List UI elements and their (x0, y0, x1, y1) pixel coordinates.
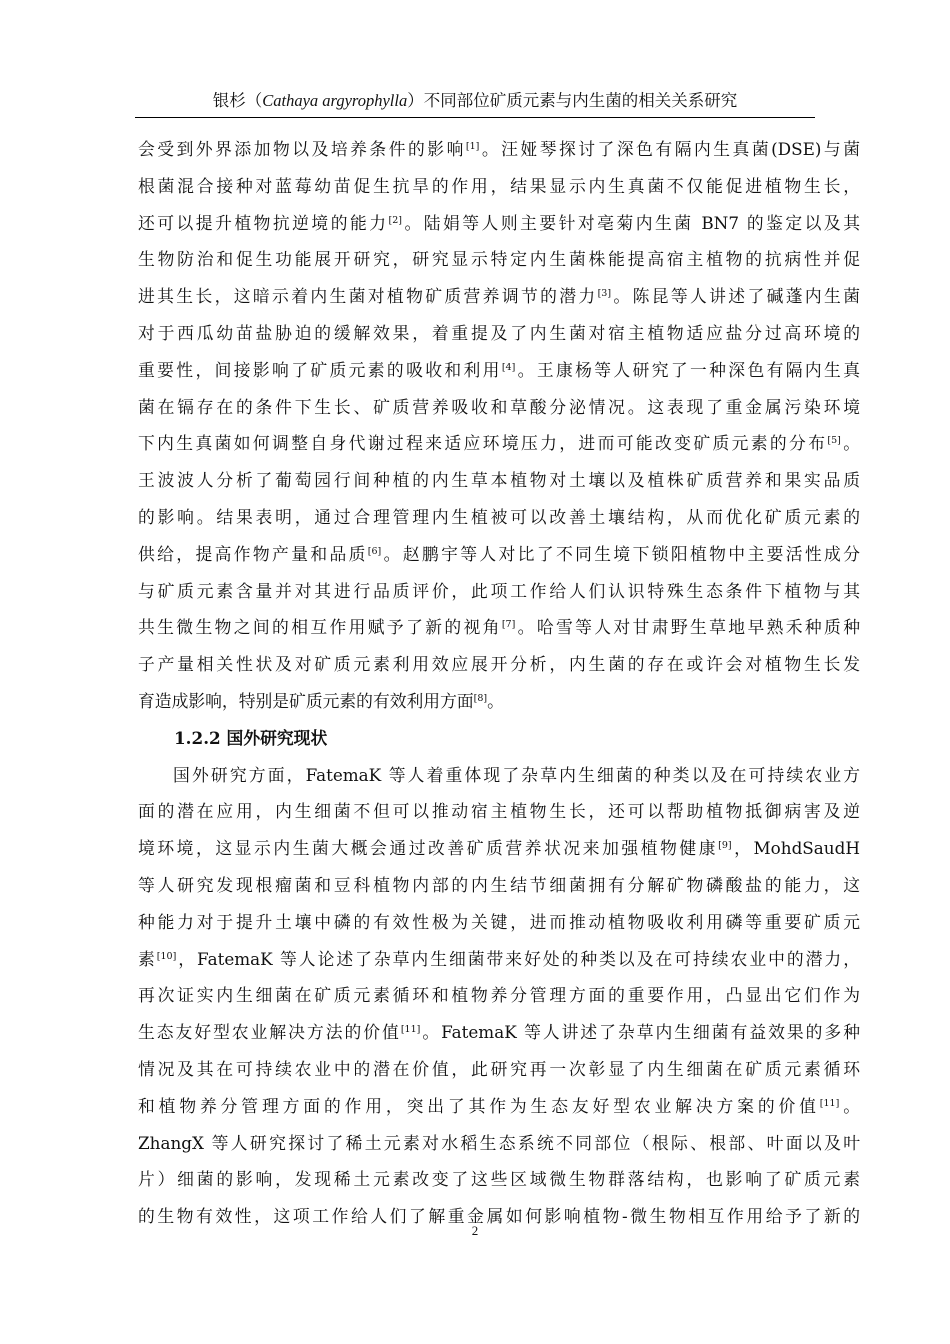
citation: [10] (156, 950, 177, 962)
text-span: 国外研究方面，FatemaK 等人着重体现了杂草内生细菌的种类以及在可持续农业方 (173, 764, 860, 785)
text-line (138, 609, 860, 646)
citation: [3] (597, 288, 612, 300)
text-line (138, 793, 860, 830)
text-span: 等人研究发现根瘤菌和豆科植物内部的内生结节细菌拥有分解矿物磷酸盐的能力，这 (138, 874, 860, 895)
text-span: 下内生真菌如何调整自身代谢过程来适应环境压力，进而可能改变矿质元素的分布 (138, 433, 828, 454)
text-span: 还可以提升植物抗逆境的能力 (138, 212, 389, 233)
text-line (138, 241, 860, 278)
text-line (138, 205, 860, 242)
citation: [1] (465, 141, 480, 152)
header-rule (135, 117, 815, 118)
citation: [7] (501, 619, 516, 631)
body-text (138, 131, 860, 1235)
text-line (138, 867, 860, 904)
section-heading: 1.2.2 国外研究现状 (174, 727, 328, 748)
text-span: 生态友好型农业解决方法的价值 (138, 1022, 401, 1043)
text-span: 。王康杨等人研究了一种深色有隔内生真 (515, 359, 860, 380)
text-span: 进其生长，这暗示着内生菌对植物矿质营养调节的潜力 (138, 286, 598, 307)
text-span: 素 (138, 948, 157, 969)
text-span: 共生微生物之间的相互作用赋予了新的视角 (138, 617, 502, 638)
text-span: ，MohdSaudH (731, 838, 860, 859)
citation: [8] (473, 692, 488, 704)
text-line (138, 904, 860, 941)
text-span: 根菌混合接种对蓝莓幼苗促生抗旱的作用，结果显示内生真菌不仅能促进植物生长， (138, 175, 860, 196)
text-line (138, 1125, 860, 1162)
text-span: 供给，提高作物产量和品质 (138, 543, 368, 564)
citation: [2] (388, 214, 402, 226)
text-span: 。 (839, 1095, 860, 1116)
text-span: 生物防治和促生功能展开研究，研究显示特定内生菌株能提高宿主植物的抗病性并促 (138, 249, 860, 270)
text-line (138, 1051, 860, 1088)
text-span: 。哈雪等人对甘肃野生草地早熟禾种质种 (515, 617, 860, 638)
text-line (138, 573, 860, 610)
text-span: 菌在镉存在的条件下生长、矿质营养吸收和草酸分泌情况。这表现了重金属污染环境 (138, 396, 860, 417)
citation: [11] (400, 1024, 421, 1036)
text-span: 。FatemaK 等人讲述了杂草内生细菌有益效果的多种 (420, 1022, 860, 1043)
text-line (138, 977, 860, 1014)
page-number: 2 (471, 1223, 479, 1238)
header-latin-name: Cathaya argyrophylla (262, 91, 408, 110)
text-line (138, 1088, 860, 1125)
text-line (138, 683, 860, 720)
citation: [6] (367, 545, 382, 557)
header-suffix: ）不同部位矿质元素与内生菌的相关关系研究 (407, 91, 738, 110)
text-span: 种能力对于提升土壤中磷的有效性极为关键，进而推动植物吸收利用磷等重要矿质元 (138, 911, 860, 932)
text-span: 与矿质元素含量并对其进行品质评价，此项工作给人们认识特殊生态条件下植物与其 (138, 580, 860, 601)
text-line (138, 131, 860, 168)
text-span: 的生物有效性，这项工作给人们了解重金属如何影响植物-微生物相互作用给予了新的 (138, 1206, 860, 1227)
text-line (138, 830, 860, 867)
header-prefix: 银杉（ (212, 91, 263, 110)
text-line (138, 462, 860, 499)
citation: [9] (718, 840, 732, 852)
text-span: 重要性，间接影响了矿质元素的吸收和利用 (138, 359, 502, 380)
text-span: 面的潜在应用，内生细菌不但可以推动宿主植物生长，还可以帮助植物抵御病害及逆 (138, 801, 860, 822)
text-line (138, 499, 860, 536)
text-line (138, 941, 860, 978)
text-span: 对于西瓜幼苗盐胁迫的缓解效果，着重提及了内生菌对宿主植物适应盐分过高环境的 (138, 322, 860, 343)
text-span: 境环境，这显示内生菌大概会通过改善矿质营养状况来加强植物健康 (138, 838, 719, 859)
text-line (138, 1161, 860, 1198)
text-span: 。 (487, 690, 504, 711)
text-span: 子产量相关性状及对矿质元素利用效应展开分析，内生菌的存在或许会对植物生长发 (138, 654, 860, 675)
text-line (138, 1014, 860, 1051)
text-span: ZhangX 等人研究探讨了稀土元素对水稻生态系统不同部位（根际、根部、叶面以及叶 (138, 1132, 860, 1153)
text-line (138, 352, 860, 389)
text-span: 育造成影响，特别是矿质元素的有效利用方面 (138, 690, 474, 711)
citation: [5] (827, 435, 841, 447)
text-span: ，FatemaK 等人论述了杂草内生细菌带来好处的种类以及在可持续农业中的潜力， (176, 948, 860, 969)
text-line (138, 536, 860, 573)
text-line (138, 646, 860, 683)
running-header (135, 90, 815, 112)
text-span: 。 (840, 433, 860, 454)
text-span: 。赵鹏宇等人对比了不同生境下锁阳植物中主要活性成分 (381, 543, 860, 564)
text-span: 会受到外界添加物以及培养条件的影响 (138, 139, 466, 159)
text-line (138, 278, 860, 315)
text-span: 和植物养分管理方面的作用，突出了其作为生态友好型农业解决方案的价值 (138, 1095, 820, 1116)
text-span: 。陈昆等人讲述了碱蓬内生菌 (611, 286, 860, 307)
text-span: 的影响。结果表明，通过合理管理内生植被可以改善土壤结构，从而优化矿质元素的 (138, 506, 860, 527)
text-span: 情况及其在可持续农业中的潜在价值，此研究再一次彰显了内生细菌在矿质元素循环 (138, 1058, 860, 1079)
citation: [11] (819, 1097, 840, 1109)
text-line (138, 425, 860, 462)
text-span: 王波波人分析了葡萄园行间种植的内生草本植物对土壤以及植株矿质营养和果实品质 (138, 470, 860, 491)
text-span: 。汪娅琴探讨了深色有隔内生真菌(DSE)与菌 (479, 139, 860, 159)
citation: [4] (501, 361, 516, 373)
text-span: 片）细菌的影响，发现稀土元素改变了这些区域微生物群落结构，也影响了矿质元素 (138, 1169, 860, 1190)
text-line (138, 168, 860, 205)
text-line (138, 389, 860, 426)
text-line (138, 315, 860, 352)
text-line (138, 757, 860, 794)
text-span: 再次证实内生细菌在矿质元素循环和植物养分管理方面的重要作用，凸显出它们作为 (138, 985, 860, 1006)
text-span: 。陆娟等人则主要针对亳菊内生菌 BN7 的鉴定以及其 (401, 212, 860, 233)
